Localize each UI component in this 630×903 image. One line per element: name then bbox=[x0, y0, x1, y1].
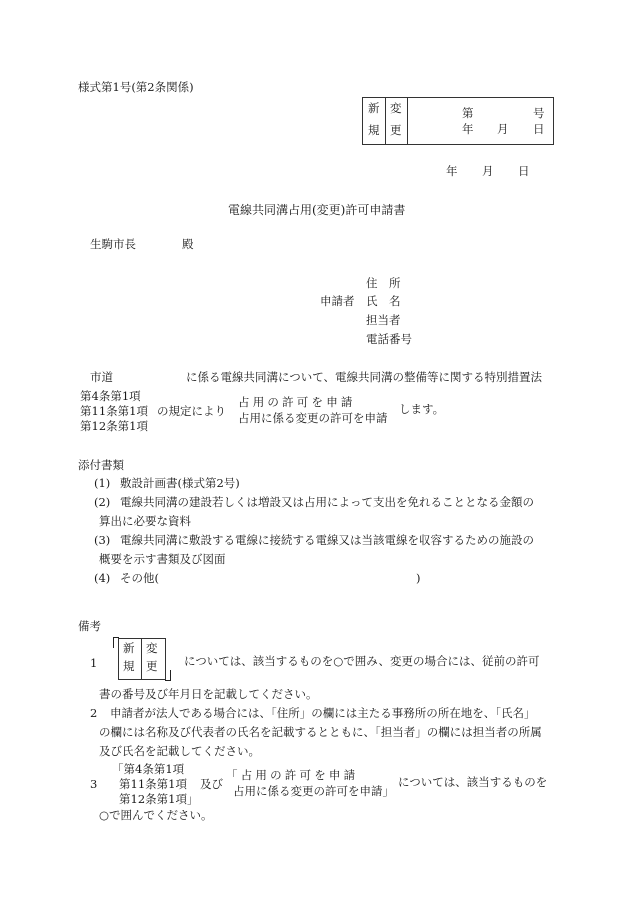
note-3-article-4: 「第4条第1項 bbox=[112, 762, 185, 776]
document-title: 電線共同溝占用(変更)許可申請書 bbox=[228, 203, 406, 217]
form-number: 様式第1号(第2条関係) bbox=[78, 80, 194, 94]
attachment-2-text-cont: 算出に必要な資料 bbox=[99, 514, 191, 528]
option-change-permit: 占用に係る変更の許可を申請 bbox=[238, 411, 388, 425]
person-in-charge-label: 担当者 bbox=[366, 313, 401, 327]
attachment-1-num: (1) bbox=[94, 476, 111, 490]
note-1-new-char: 新 bbox=[123, 641, 135, 655]
body-suffix: します。 bbox=[399, 402, 445, 416]
attachment-4-close: ) bbox=[416, 571, 421, 585]
attachment-2-text: 電線共同溝の建設若しくは増設又は占用によって支出を免れることとなる金額の bbox=[120, 495, 534, 509]
note-3-option-permit: 「占用の許可を申請 bbox=[226, 768, 359, 782]
article-12: 第12条第1項 bbox=[80, 419, 148, 433]
note-1-num: 1 bbox=[90, 656, 98, 670]
application-year: 年 bbox=[446, 164, 458, 178]
attachment-3-text: 電線共同溝に敷設する電線に接続する電線又は当該電線を収容するための施設の bbox=[120, 533, 534, 547]
applicant-label: 申請者 bbox=[320, 294, 355, 308]
road-prefix: 市道 bbox=[90, 370, 113, 384]
note-1-change-char: 変 bbox=[146, 641, 158, 655]
permit-year: 年 bbox=[462, 122, 474, 136]
note-3-text-cont: ○で囲んでください。 bbox=[99, 808, 213, 822]
note-1-text-cont: 書の番号及び年月日を記載してください。 bbox=[99, 687, 318, 701]
divider bbox=[407, 97, 408, 144]
note-2-line-1: 申請者が法人である場合には、「住所」の欄には主たる事務所の所在地を、「氏名」 bbox=[110, 706, 536, 720]
name-field-label bbox=[366, 296, 412, 308]
note-2-line-2: の欄には名称及び代表者の氏名を記載するとともに、「担当者」の欄には担当者の所属 bbox=[99, 725, 542, 739]
change-char: 変 bbox=[390, 101, 402, 115]
permit-day: 日 bbox=[533, 122, 545, 136]
application-month: 月 bbox=[482, 164, 494, 178]
phone-label: 電話番号 bbox=[366, 332, 412, 346]
addressee-name: 生駒市長 bbox=[90, 237, 136, 251]
attachment-1-text: 敷設計画書(様式第2号) bbox=[120, 476, 240, 490]
notes-heading: 備考 bbox=[78, 619, 101, 633]
article-11: 第11条第1項 bbox=[80, 404, 148, 418]
note-3-text: については、該当するものを bbox=[398, 775, 548, 789]
attachment-4-text: その他( bbox=[120, 571, 159, 585]
name-label: 氏 名 bbox=[366, 294, 401, 308]
permit-month: 月 bbox=[497, 122, 509, 136]
body-line-1: に係る電線共同溝について、電線共同溝の整備等に関する特別措置法 bbox=[186, 370, 543, 384]
by-provision: の規定により bbox=[157, 404, 226, 418]
new-char-2: 規 bbox=[368, 123, 380, 137]
divider bbox=[385, 97, 386, 144]
note-3-and: 及び bbox=[200, 777, 223, 791]
new-char: 新 bbox=[368, 101, 380, 115]
note-3-option-change: 占用に係る変更の許可を申請」 bbox=[233, 784, 394, 798]
attachments-heading: 添付書類 bbox=[78, 458, 124, 472]
note-1-text: については、該当するものを○で囲み、変更の場合には、従前の許可 bbox=[184, 654, 540, 668]
attachment-3-text-cont: 概要を示す書類及び図面 bbox=[99, 552, 226, 566]
person-in-charge-field-label bbox=[366, 315, 412, 327]
attachment-4-num: (4) bbox=[94, 571, 111, 585]
note-3-article-12: 第12条第1項」 bbox=[119, 792, 199, 806]
note-3-num: 3 bbox=[90, 777, 98, 791]
attachment-2-num: (2) bbox=[94, 495, 111, 509]
article-4: 第4条第1項 bbox=[80, 389, 141, 403]
number-gou: 号 bbox=[533, 106, 545, 120]
address-field-label bbox=[366, 278, 412, 290]
attachment-3-num: (3) bbox=[94, 533, 111, 547]
phone-field-label bbox=[366, 334, 412, 346]
number-dai: 第 bbox=[462, 106, 474, 120]
application-day: 日 bbox=[518, 164, 530, 178]
change-char-2: 更 bbox=[390, 123, 402, 137]
note-1-change-char-2: 更 bbox=[146, 659, 158, 673]
note-2-num: 2 bbox=[90, 706, 98, 720]
note-1-close-bracket bbox=[165, 670, 171, 681]
note-3-article-11: 第11条第1項 bbox=[119, 777, 187, 791]
option-permit: 占用の許可を申請 bbox=[238, 395, 356, 409]
address-label: 住 所 bbox=[366, 276, 401, 290]
divider bbox=[141, 638, 142, 679]
note-2-line-3: 及び氏名を記載してください。 bbox=[99, 744, 260, 758]
addressee-honorific: 殿 bbox=[182, 237, 194, 251]
note-1-new-char-2: 規 bbox=[123, 659, 135, 673]
